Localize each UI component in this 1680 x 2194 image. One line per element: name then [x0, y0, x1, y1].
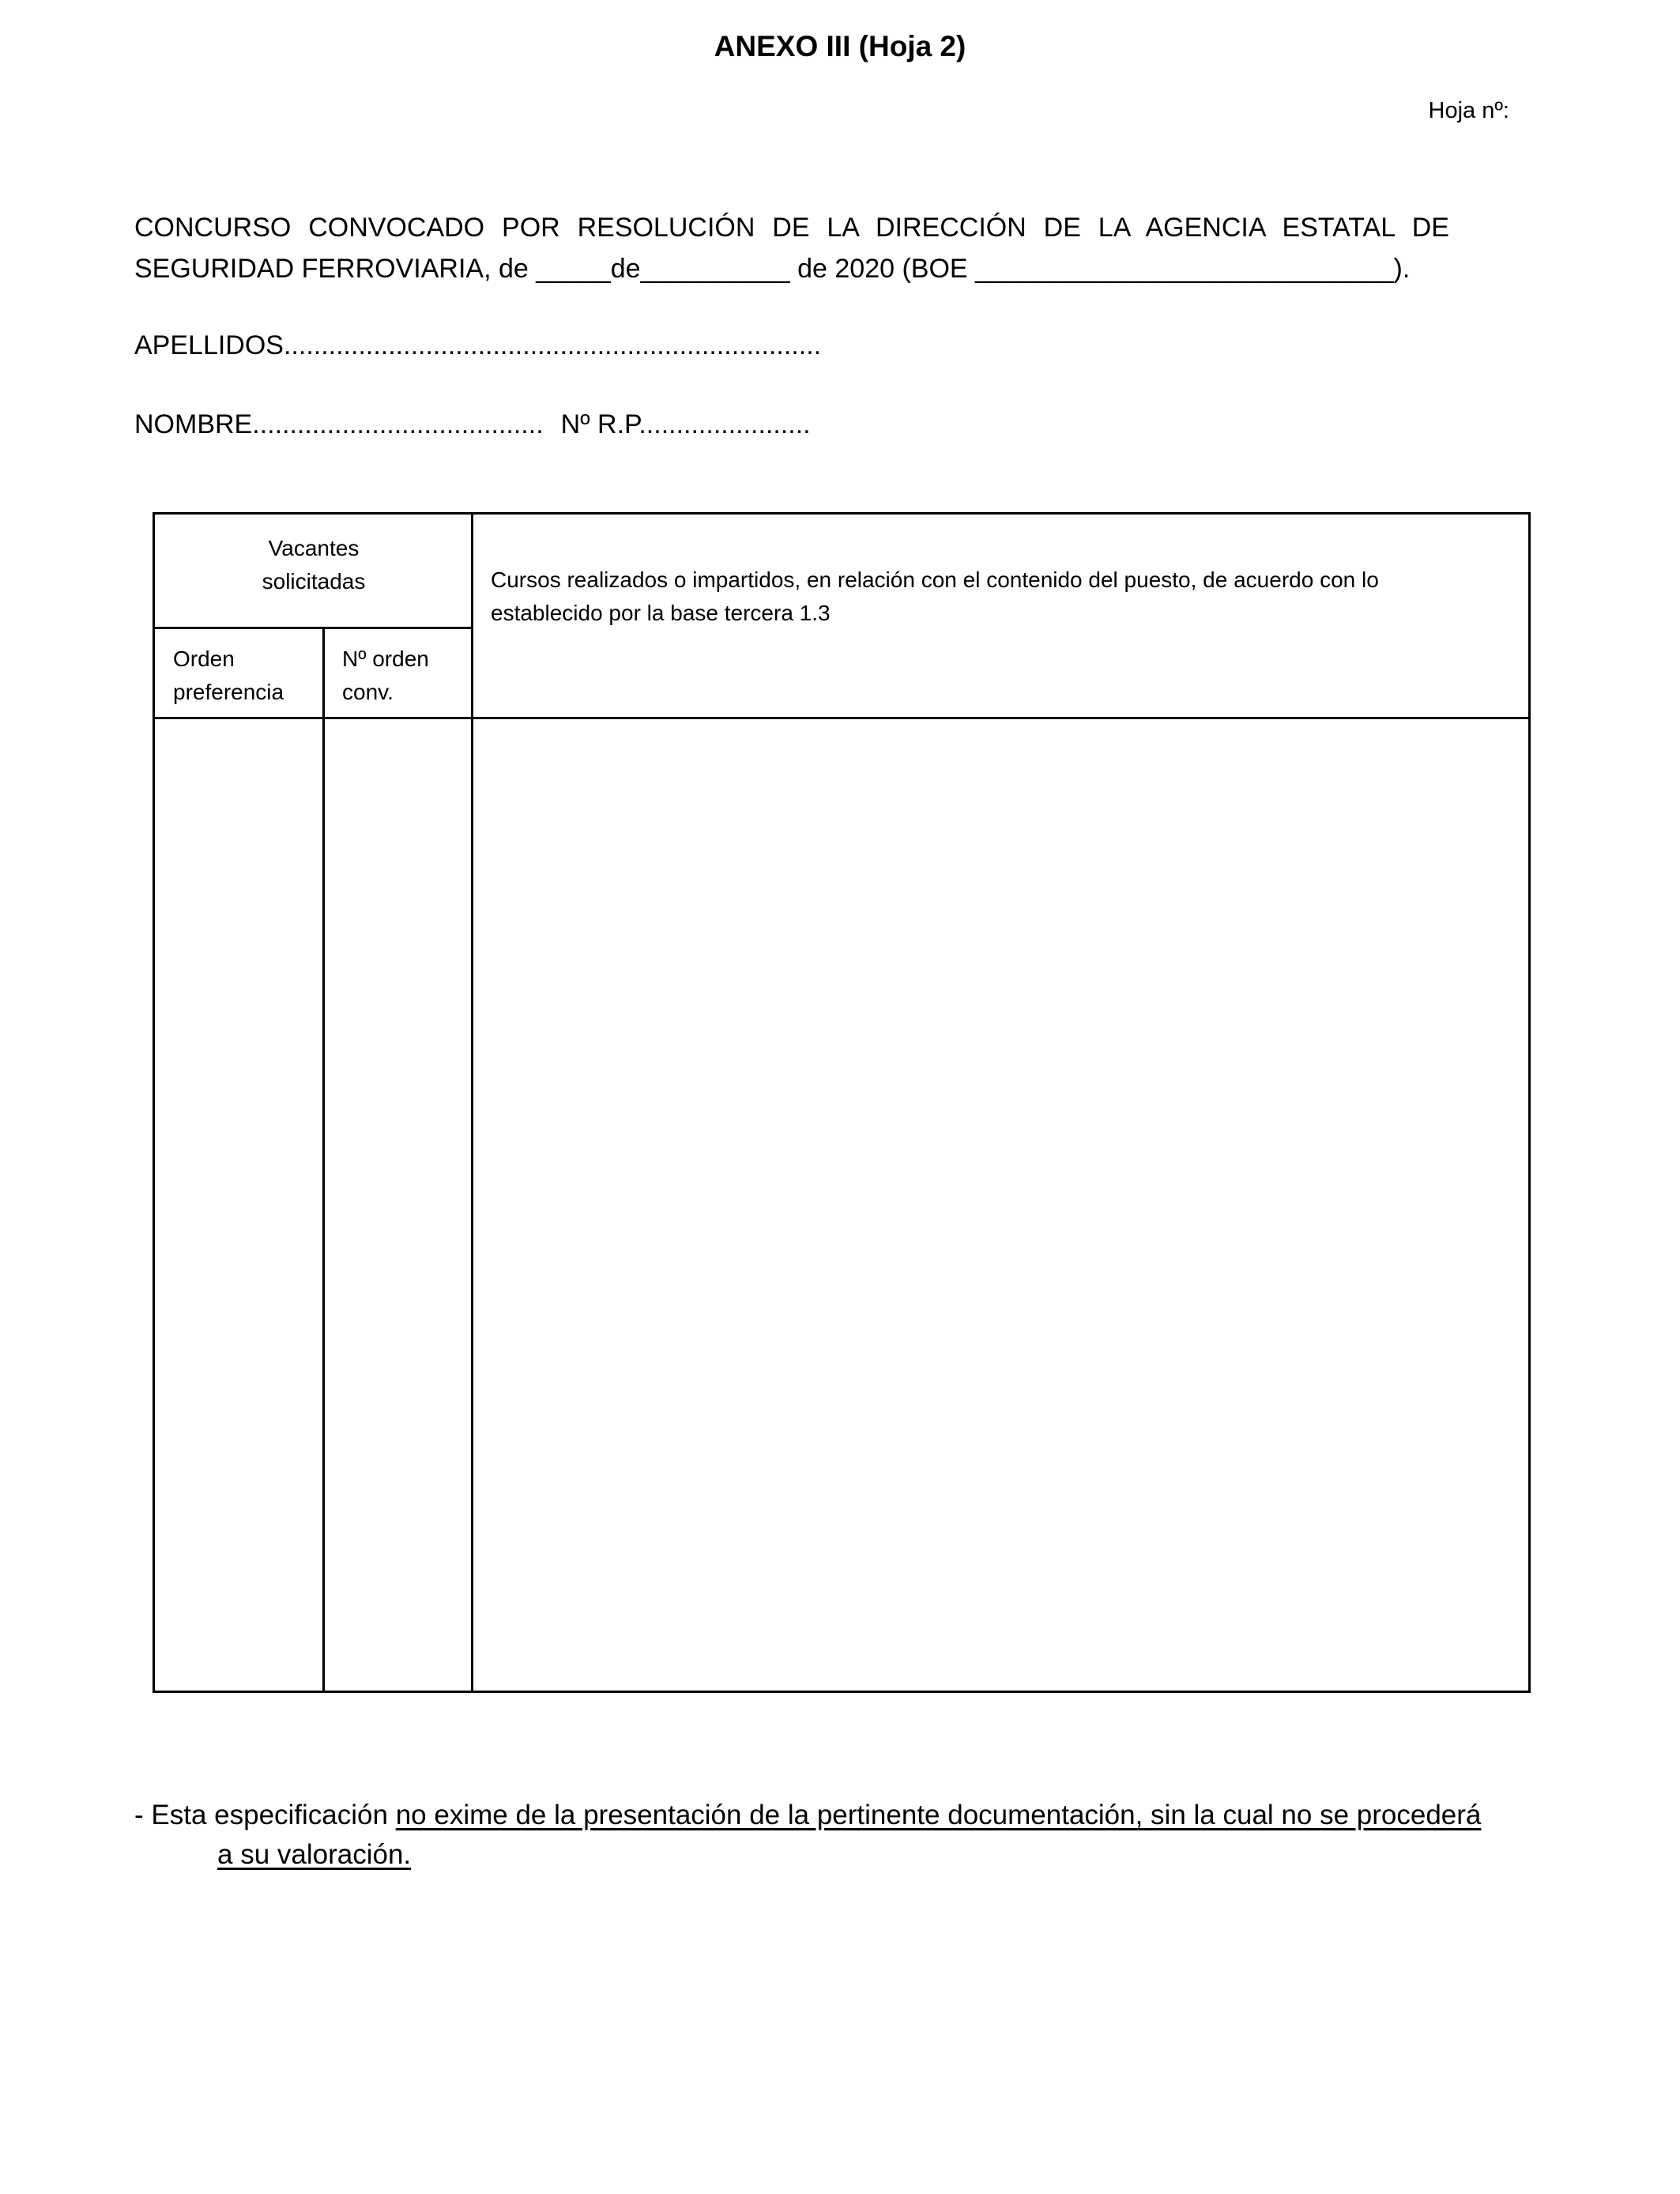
nombre-row: [134, 409, 811, 440]
nombre-field: NOMBRE.......................................: [134, 409, 544, 439]
orden-preferencia-header: Orden preferencia: [173, 647, 284, 704]
orden-preferencia-cell[interactable]: [155, 719, 322, 1691]
page-title: ANEXO III (Hoja 2): [714, 30, 966, 62]
apellidos-field: APELLIDOS........................................................................: [134, 330, 822, 360]
numero-orden-cell[interactable]: [325, 719, 471, 1691]
convocatoria-text: [134, 207, 1449, 289]
courses-table: [153, 512, 1531, 1693]
footnote-prefix: - Esta especificación: [134, 1800, 396, 1830]
convocatoria-line-2: SEGURIDAD FERROVIARIA, de _____de__________ de 2020 (BOE ____________________________).: [134, 254, 1411, 284]
table-divider-vacantes-sub: [155, 627, 471, 629]
cursos-cell[interactable]: [473, 719, 1528, 1691]
sheet-number-label: Hoja nº:: [1428, 98, 1509, 123]
footnote-underlined-1: no exime de la presentación de la pertinente documentación, sin la cual no se procederá: [395, 1800, 1482, 1830]
convocatoria-line-1: CONCURSO CONVOCADO POR RESOLUCIÓN DE LA DIRECCIÓN DE LA AGENCIA ESTATAL DE: [134, 213, 1449, 243]
footnote: [134, 1796, 1533, 1875]
vacantes-header: Vacantes solicitadas: [262, 536, 366, 594]
cursos-header: Cursos realizados o impartidos, en relación con el contenido del puesto, de acuerdo con lo establecido por la base tercera 1.3: [491, 567, 1379, 625]
footnote-underlined-2: a su valoración.: [217, 1839, 412, 1870]
nrp-field: Nº R.P.......................: [560, 409, 811, 439]
numero-orden-header: Nº orden conv.: [342, 647, 429, 704]
